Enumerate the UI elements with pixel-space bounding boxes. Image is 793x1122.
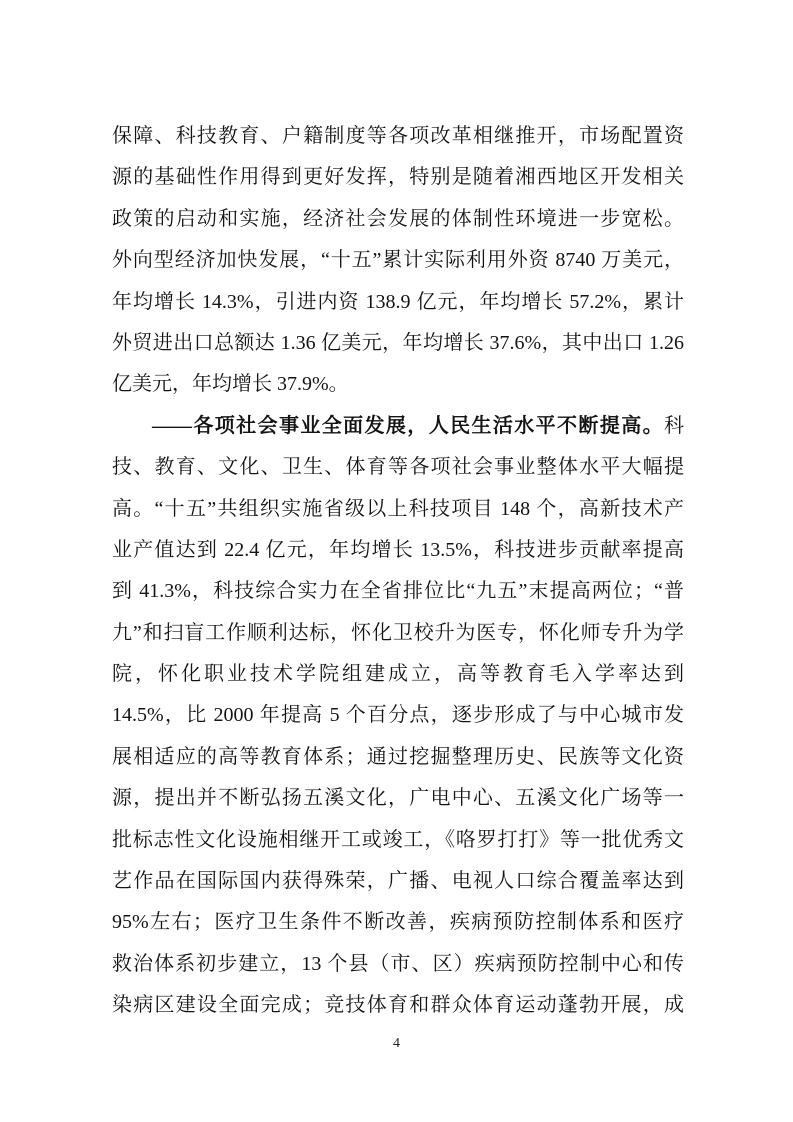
text-segment: 保障、科技教育、户籍制度等各项改革相继推开，市场配置资 [112,125,684,147]
text-line [112,199,684,240]
text-segment: 外贸进出口总额达 1.36 亿美元，年均增长 37.6%，其中出口 1.26 [112,331,684,354]
text-segment: 年均增长 14.3%，引进内资 138.9 亿元，年均增长 57.2%，累计 [112,290,684,313]
text-line [112,489,684,530]
text-line [112,364,684,405]
text-line [112,116,684,157]
text-line [112,530,684,571]
text-segment: 源，提出并不断弘扬五溪文化，广电中心、五溪文化广场等一 [112,787,684,810]
text-line [112,778,684,819]
text-line [112,447,684,488]
text-segment: 业产值达到 22.4 亿元，年均增长 13.5%，科技进步贡献率提高 [112,538,684,561]
text-line [112,654,684,695]
page-number: 4 [393,1036,400,1051]
text-segment: 95%左右；医疗卫生条件不断改善，疾病预防控制体系和医疗 [112,911,684,934]
text-line [112,861,684,902]
text-line [112,571,684,612]
document-body [112,116,684,1027]
text-segment: 高。“十五”共组织实施省级以上科技项目 148 个，高新技术产 [112,497,684,520]
text-segment: 外向型经济加快发展，“十五”累计实际利用外资 8740 万美元， [112,249,684,272]
text-segment: 14.5%，比 2000 年提高 5 个百分点，逐步形成了与中心城市发 [112,704,684,727]
text-line [112,695,684,736]
text-line [112,406,684,447]
text-segment: 艺作品在国际国内获得殊荣，广播、电视人口综合覆盖率达到 [112,870,684,893]
text-line [112,820,684,861]
text-segment: 展相适应的高等教育体系；通过挖掘整理历史、民族等文化资 [112,745,684,768]
text-segment: 科 [664,414,684,437]
text-line [112,613,684,654]
text-segment: 政策的启动和实施，经济社会发展的体制性环境进一步宽松。 [112,207,684,230]
text-segment: 染病区建设全面完成；竞技体育和群众体育运动蓬勃开展，成 [112,994,684,1017]
text-segment: 批标志性文化设施相继开工或竣工，《咯罗打打》等一批优秀文 [112,828,684,851]
text-segment: 亿美元，年均增长 37.9%。 [112,373,349,396]
text-line [112,944,684,985]
text-segment: 救治体系初步建立，13 个县（市、区）疾病预防控制中心和传 [112,952,684,975]
text-segment: 源的基础性作用得到更好发挥，特别是随着湘西地区开发相关 [112,166,684,189]
text-segment: 技、教育、文化、卫生、体育等各项社会事业整体水平大幅提 [112,456,684,479]
text-line [112,737,684,778]
bold-text-segment: ——各项社会事业全面发展，人民生活水平不断提高。 [152,414,664,437]
text-line [112,282,684,323]
text-segment: 到 41.3%，科技综合实力在全省排位比“九五”末提高两位；“普 [112,580,684,603]
text-line [112,902,684,943]
text-segment: 九”和扫盲工作顺利达标，怀化卫校升为医专，怀化师专升为学 [112,621,684,644]
text-segment: 院，怀化职业技术学院组建成立，高等教育毛入学率达到 [112,663,684,686]
text-line [112,323,684,364]
text-line [112,240,684,281]
text-line [112,985,684,1026]
text-line [112,157,684,198]
